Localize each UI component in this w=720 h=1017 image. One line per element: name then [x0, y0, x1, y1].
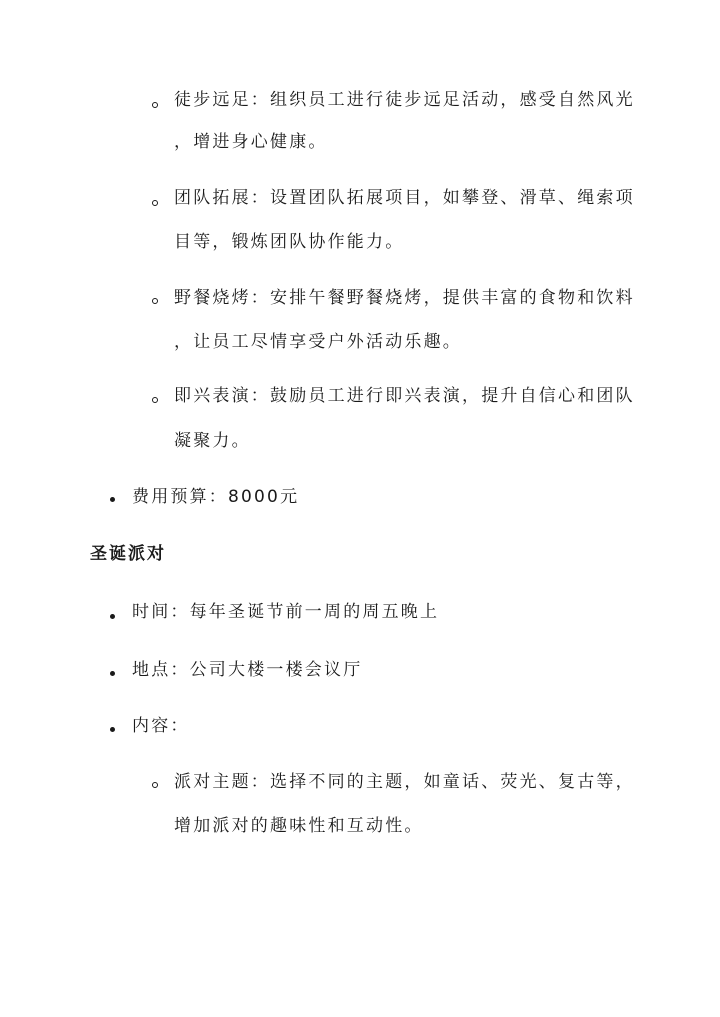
list-bullet: [110, 727, 115, 732]
budget-item: 费用预算：8000元: [132, 487, 300, 507]
sub-item-hiking-line2: ，增进身心健康。: [174, 132, 328, 152]
christmas-content-item: 内容：: [132, 716, 190, 736]
sub-item-theme-line1: 派对主题：选择不同的主题，如童话、荧光、复古等，: [174, 772, 635, 792]
sub-item-hiking-line1: 徒步远足：组织员工进行徒步远足活动，感受自然风光: [174, 90, 635, 110]
list-bullet: [110, 614, 115, 619]
sub-item-picnic-line1: 野餐烧烤：安排午餐野餐烧烤，提供丰富的食物和饮料: [174, 288, 635, 308]
list-bullet: [110, 671, 115, 676]
sub-bullet: [152, 397, 158, 403]
sub-item-team-line2: 目等，锻炼团队协作能力。: [174, 232, 405, 252]
sub-item-theme-line2: 增加派对的趣味性和互动性。: [174, 816, 424, 836]
sub-item-show-line1: 即兴表演：鼓励员工进行即兴表演，提升自信心和团队: [174, 386, 635, 406]
sub-bullet: [152, 782, 158, 788]
sub-bullet: [152, 298, 158, 304]
sub-bullet: [152, 102, 158, 108]
christmas-time-item: 时间：每年圣诞节前一周的周五晚上: [132, 602, 440, 622]
sub-item-team-line1: 团队拓展：设置团队拓展项目，如攀登、滑草、绳索项: [174, 188, 635, 208]
sub-item-show-line2: 凝聚力。: [174, 431, 251, 451]
sub-item-picnic-line2: ，让员工尽情享受户外活动乐趣。: [174, 332, 462, 352]
section-heading-christmas: 圣诞派对: [90, 544, 166, 564]
sub-bullet: [152, 200, 158, 206]
list-bullet: [110, 497, 115, 502]
christmas-place-item: 地点：公司大楼一楼会议厅: [132, 660, 363, 680]
